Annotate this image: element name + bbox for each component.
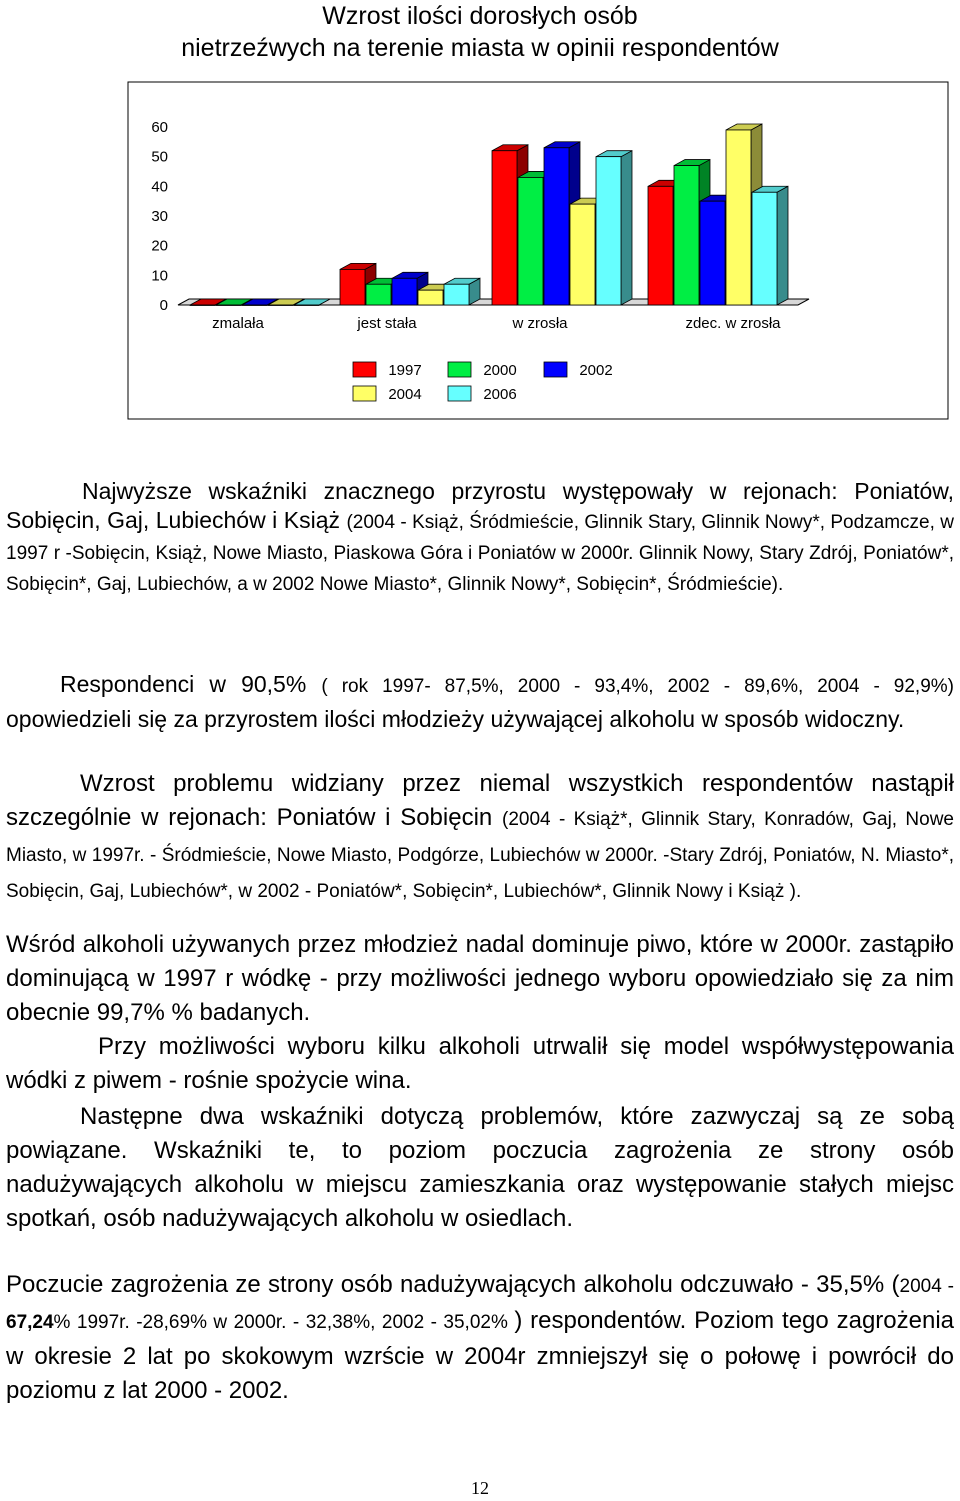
bar-chart xyxy=(0,0,960,420)
category-labels xyxy=(212,315,781,332)
legend-label: 1997 xyxy=(388,362,422,379)
y-tick-label: 30 xyxy=(151,208,168,225)
legend-swatch xyxy=(448,362,471,377)
bar-front xyxy=(492,151,517,305)
bar-front xyxy=(544,148,569,305)
bar-front xyxy=(752,192,777,305)
paragraph-7-tail: ) respondentów. Poziom tego zagrożenia w okresie 2 lat po skokowym wzrście w 2004r zmniejszył się o połowę i powrócił do poziomu z lat 2000 - 2002. xyxy=(6,1307,955,1404)
paragraph-5-text: Przy możliwości wyboru kilku alkoholi utrwalił się model współwystępowania wódki z piwem - rośnie spożycie wina. xyxy=(6,1033,954,1094)
legend-item-2002 xyxy=(544,362,613,379)
bar-front xyxy=(340,269,365,305)
bar-front xyxy=(242,305,267,306)
legend-swatch xyxy=(448,386,471,401)
page-number: 12 xyxy=(471,1478,489,1498)
paragraph-4-text: Wśród alkoholi używanych przez młodzież nadal dominuje piwo, które w 2000r. zastąpiło dominującą w 1997 r wódkę - przy możliwości jednego wyboru opowiedziało się za nim obecnie 99,7% % badanych. xyxy=(6,931,954,1026)
chart-title-line-2: nietrzeźwych na terenie miasta w opinii respondentów xyxy=(181,34,779,62)
bar-front xyxy=(268,305,293,306)
bar-side xyxy=(621,151,632,305)
legend-swatch xyxy=(353,362,376,377)
bar-side xyxy=(777,186,788,305)
y-tick-label: 40 xyxy=(151,178,168,196)
y-tick-label: 20 xyxy=(151,237,168,255)
y-tick-label: 50 xyxy=(151,148,168,166)
paragraph-7-lead: Poczucie zagrożenia ze strony osób nadużywających alkoholu odczuwało - 35,5% ( xyxy=(6,1271,900,1298)
y-tick-label: 60 xyxy=(151,119,168,136)
bar-front xyxy=(392,278,417,305)
paragraph-1-main: Najwyższe wskaźniki znacznego przyrostu występowały w rejonach: Poniatów, Sobięcin, Gaj, Lubiechów i Książ xyxy=(6,478,954,533)
x-category-label: w zrosła xyxy=(512,315,568,332)
bar-front xyxy=(366,284,391,305)
paragraph-3-lead: Wzrost problemu widziany przez niemal wszystkich respondentów nastąpił szczególnie w rejonach: Poniatów i Sobięcin xyxy=(6,770,954,831)
bar-front xyxy=(418,290,443,305)
paragraph-6 xyxy=(6,1100,954,1236)
legend-item-2000 xyxy=(448,362,517,379)
paragraph-7-year: 2004 - xyxy=(899,1276,955,1297)
legend-swatch xyxy=(544,362,567,377)
bar-front xyxy=(294,305,319,306)
paragraph-6-text: Następne dwa wskaźniki dotyczą problemów, które zazwyczaj są ze sobą powiązane. Wskaźniki te, to poziom poczucia zagrożenia ze strony osób nadużywających alkoholu w miejscu zamieszkania oraz występowanie stałych miejsc spotkań, osób nadużywających alkoholu w osiedlach. xyxy=(6,1103,954,1232)
legend-swatch xyxy=(353,386,376,401)
paragraph-3 xyxy=(6,767,954,909)
bar-2006-1 xyxy=(444,278,480,305)
legend xyxy=(353,362,613,403)
bar-front xyxy=(444,284,469,305)
paragraph-2-lead: Respondenci w 90,5% xyxy=(60,671,322,697)
legend-item-2004 xyxy=(353,386,422,403)
x-category-label: zdec. w zrosła xyxy=(685,315,781,332)
paragraph-7-bold-value: 67,24 xyxy=(6,1312,54,1333)
bar-front xyxy=(674,166,699,305)
paragraph-2 xyxy=(6,668,954,736)
bar-front xyxy=(648,186,673,305)
legend-item-2006 xyxy=(448,386,517,403)
legend-item-1997 xyxy=(353,362,422,379)
paragraph-1 xyxy=(6,477,954,599)
bar-2006-3 xyxy=(752,186,788,305)
paragraph-7 xyxy=(6,1268,954,1408)
chart-title-line-1: Wzrost ilości dorosłych osób xyxy=(322,2,638,30)
paragraph-3-detail: (2004 - Książ*, Glinnik Stary, Konradów, Gaj, Nowe Miasto, w 1997r. - Śródmieście, Nowe Miasto, Podgórze, Lubiechów w 2000r. -Stary Zdrój, Poniatów, N. Miasto*, Sobięcin, Gaj, Lubiechów*, w 2002 - Poniatów*, Sobięcin*, Lubiechów*, Glinnik Nowy i Książ ). xyxy=(6,809,954,902)
x-category-label: jest stała xyxy=(357,315,417,332)
paragraph-1-detail: (2004 - Książ, Śródmieście, Glinnik Stary, Glinnik Nowy*, Podzamcze, w 1997 r -Sobięcin, Książ, Nowe Miasto, Piaskowa Góra i Poniatów w 2000r. Glinnik Nowy, Stary Zdrój, Poniatów*, Sobięcin*, Gaj, Lubiechów, a w 2002 Nowe Miasto*, Glinnik Nowy*, Sobięcin*, Śródmieście). xyxy=(6,512,954,595)
bar-front xyxy=(570,204,595,305)
bar-front xyxy=(596,157,621,305)
paragraph-7-detail: % 1997r. -28,69% w 2000r. - 32,38%, 2002 - 35,02% xyxy=(53,1312,515,1333)
legend-label: 2000 xyxy=(483,362,517,379)
y-tick-label: 0 xyxy=(159,297,168,314)
bar-front xyxy=(216,305,241,306)
y-tick-label: 10 xyxy=(151,267,168,285)
bar-front xyxy=(700,201,725,305)
paragraph-5 xyxy=(6,1030,954,1098)
x-category-label: zmalała xyxy=(212,315,264,332)
paragraph-2-tail: opowiedzieli się za przyrostem ilości młodzieży używającej alkoholu w sposób widoczny. xyxy=(6,706,905,732)
legend-label: 2006 xyxy=(483,386,517,403)
bars xyxy=(190,124,788,306)
bar-front xyxy=(190,305,215,306)
legend-label: 2004 xyxy=(388,386,422,403)
bar-front xyxy=(726,130,751,305)
legend-label: 2002 xyxy=(579,362,613,379)
bar-2006-2 xyxy=(596,151,632,305)
bar-front xyxy=(518,177,543,305)
paragraph-2-detail: ( rok 1997- 87,5%, 2000 - 93,4%, 2002 - 89,6%, 2004 - 92,9%) xyxy=(321,676,954,697)
y-axis-ticks xyxy=(151,119,168,314)
paragraph-4 xyxy=(6,928,954,1030)
